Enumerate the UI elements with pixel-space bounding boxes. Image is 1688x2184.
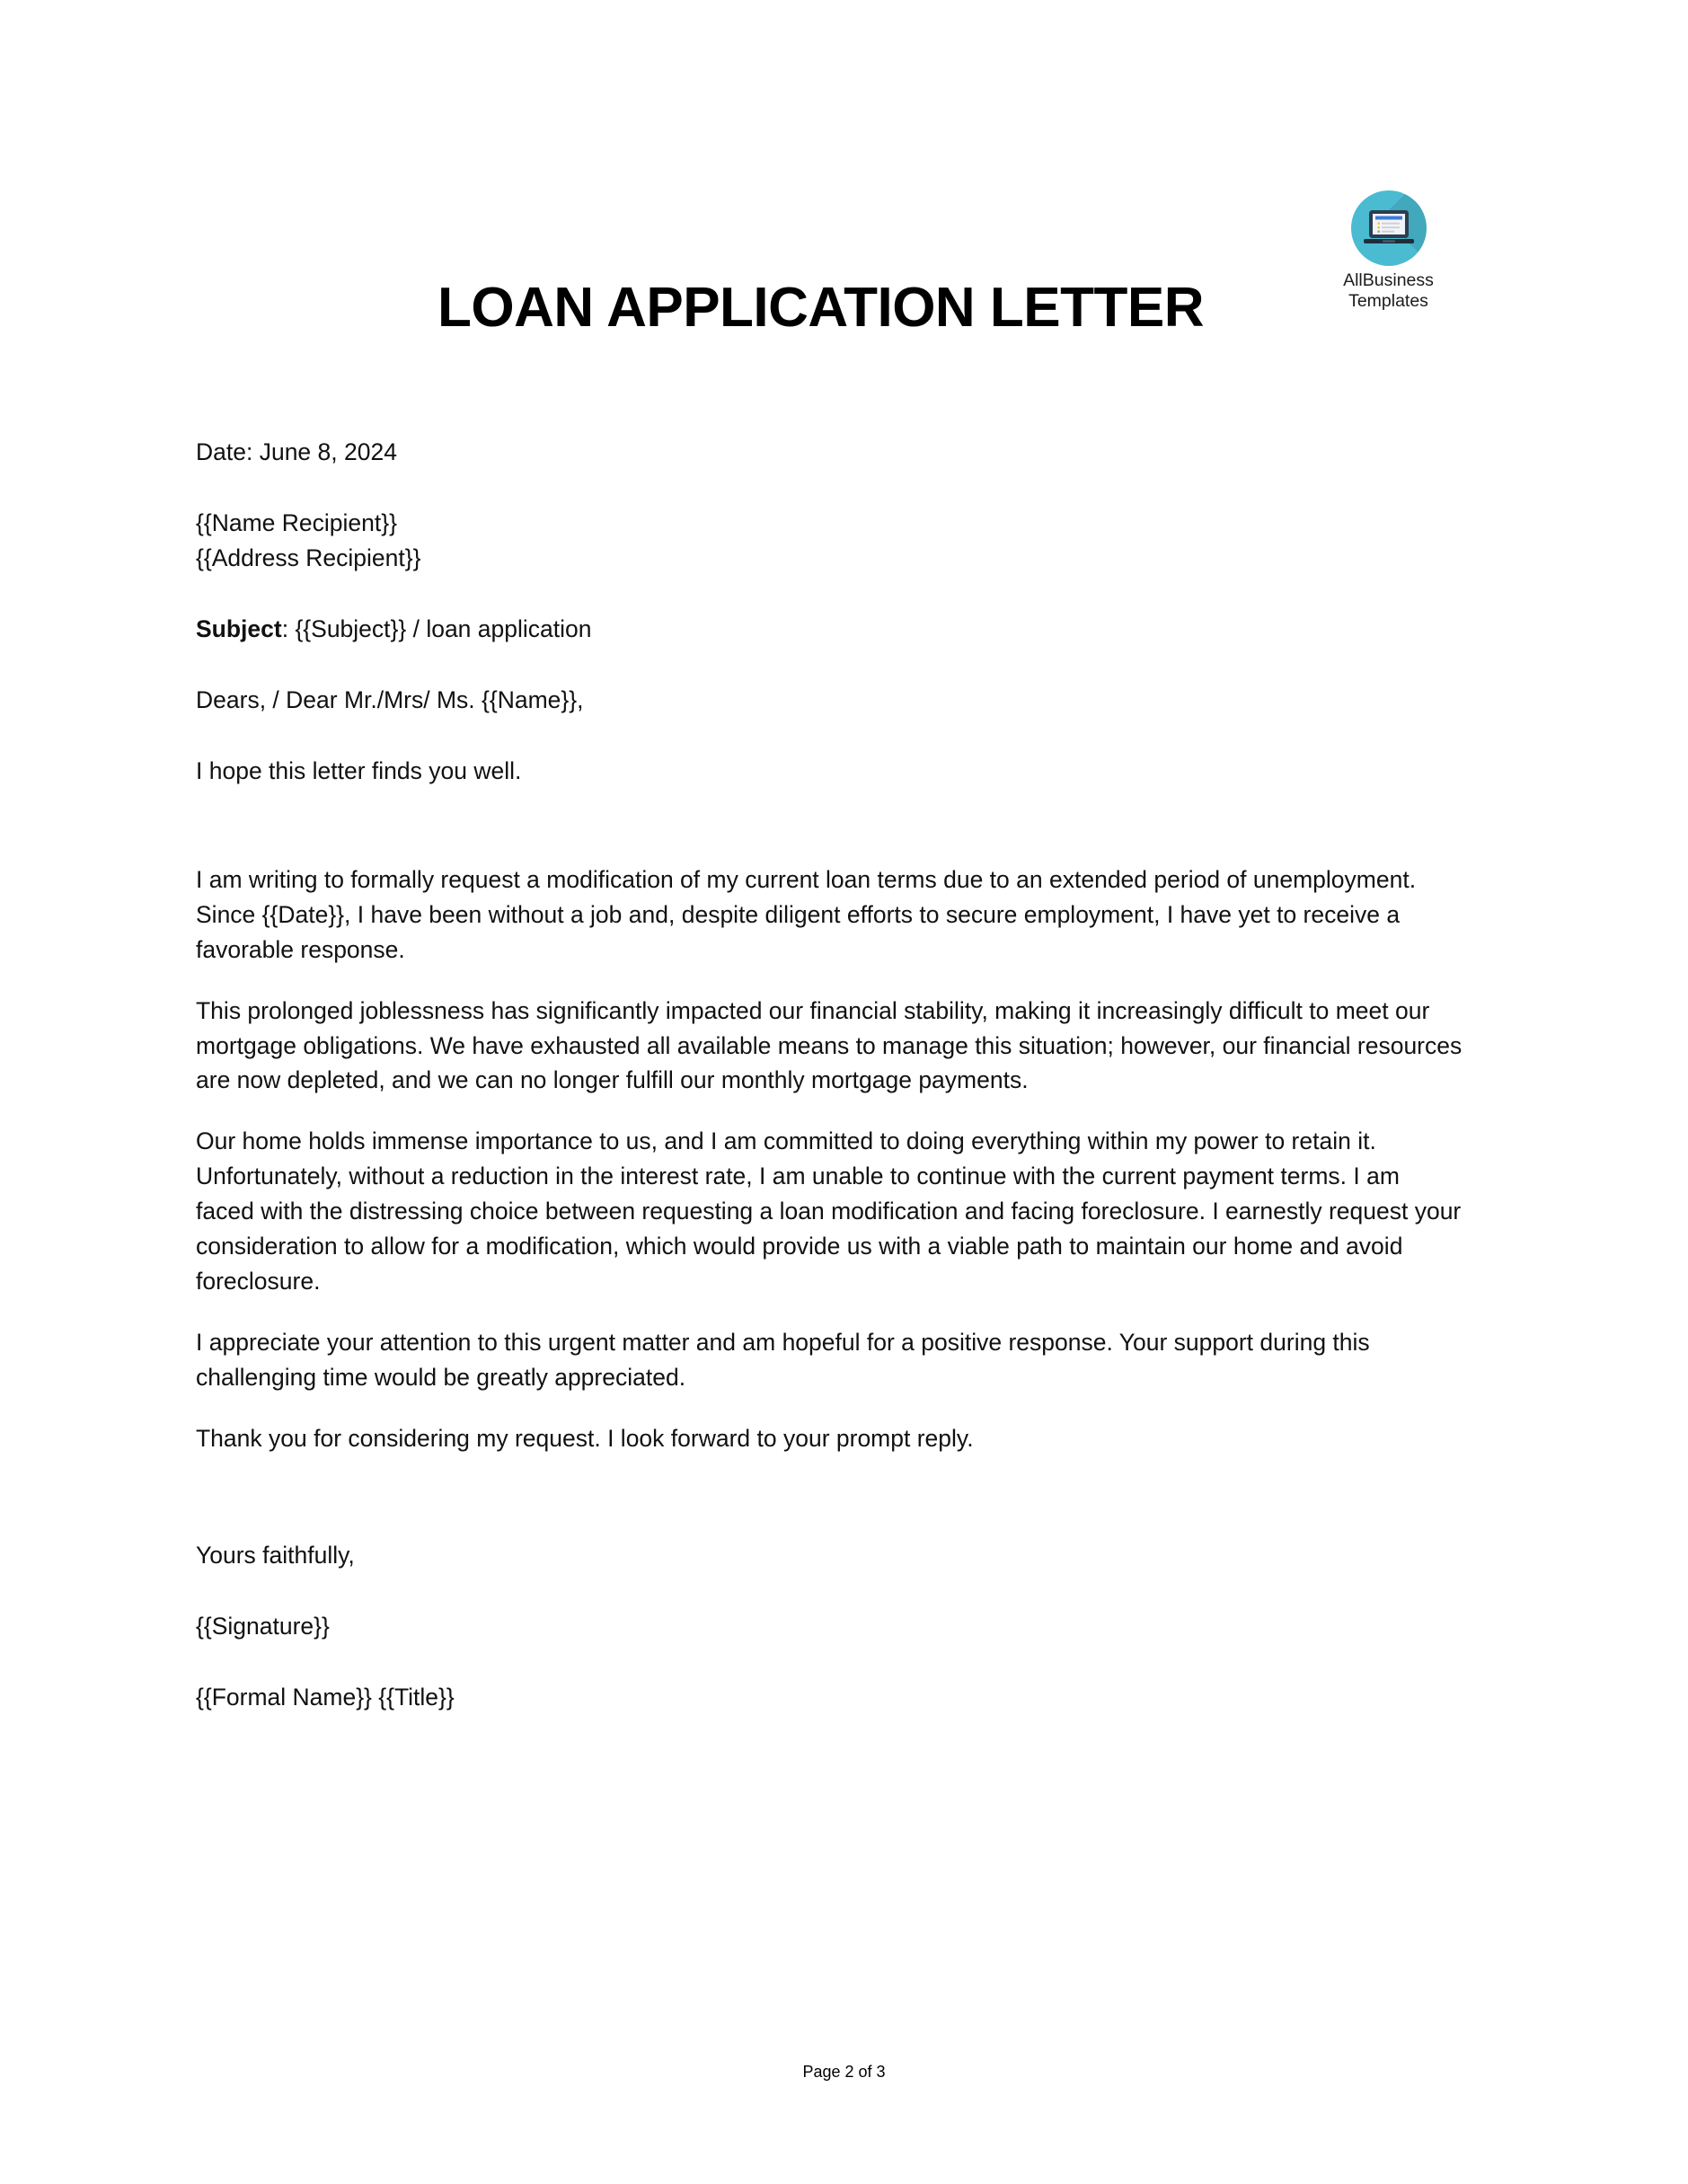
date-line: Date: June 8, 2024 xyxy=(196,438,397,465)
page-title: LOAN APPLICATION LETTER xyxy=(437,277,1205,339)
spacer xyxy=(196,718,1463,754)
body-paragraph: Our home holds immense importance to us, and I am committed to doing everything within my power to retain it. Unfortunately, without a reduction in the interest rate, I am unable to continue with the current payment terms. I am faced with the distressing choice between requesting a loan modification and facing foreclosure. I earnestly request your consideration to allow for a modification, which would provide us with a viable path to maintain our home and avoid foreclosure. xyxy=(196,1127,1462,1295)
body-paragraph: Thank you for considering my request. I look forward to your prompt reply. xyxy=(196,1425,974,1453)
salutation: Dears, / Dear Mr./Mrs/ Ms. {{Name}}, xyxy=(196,685,584,713)
logo-circle xyxy=(1351,190,1427,266)
subject-value: : {{Subject}} / loan application xyxy=(281,615,592,642)
brand-logo xyxy=(1305,190,1471,312)
logo-circle-wrap xyxy=(1305,190,1471,266)
signature-placeholder: {{Signature}} xyxy=(196,1613,330,1640)
name-title-placeholder: {{Formal Name}} {{Title}} xyxy=(196,1683,455,1711)
spacer xyxy=(196,647,1463,683)
letter-body xyxy=(196,435,1463,1715)
subject-label: Subject xyxy=(196,615,282,642)
spacer xyxy=(196,1644,1463,1680)
recipient-address: {{Address Recipient}} xyxy=(196,544,421,571)
spacer xyxy=(196,1573,1463,1609)
body-paragraph: I appreciate your attention to this urgent matter and am hopeful for a positive response. Your support during this challenging time would be greatly appreciated. xyxy=(196,1329,1370,1392)
spacer xyxy=(196,470,1463,506)
brand-name-line1: AllBusiness xyxy=(1343,270,1434,290)
subject-line xyxy=(196,612,1463,647)
page-footer: Page 2 of 3 xyxy=(802,2063,886,2081)
body-paragraph: This prolonged joblessness has significantly impacted our financial stability, making it increasingly difficult to meet our mortgage obligations. We have exhausted all available means to manage this situation; however, our financial resources are now depleted, and we can no longer fulfill our monthly mortgage payments. xyxy=(196,996,1463,1094)
laptop-icon xyxy=(1363,208,1415,248)
recipient-name: {{Name Recipient}} xyxy=(196,508,397,536)
body-paragraph: I am writing to formally request a modification of my current loan terms due to an extended period of unemployment. Since {{Date}}, I have been without a job and, despite diligent efforts to secure employment, I have yet to receive a favorable response. xyxy=(196,865,1417,963)
spacer xyxy=(196,789,1463,862)
brand-name xyxy=(1305,270,1471,312)
spacer xyxy=(196,1482,1463,1538)
spacer xyxy=(196,576,1463,612)
closing-line: Yours faithfully, xyxy=(196,1542,355,1569)
brand-name-line2: Templates xyxy=(1348,291,1428,311)
opening-line: I hope this letter finds you well. xyxy=(196,756,522,784)
